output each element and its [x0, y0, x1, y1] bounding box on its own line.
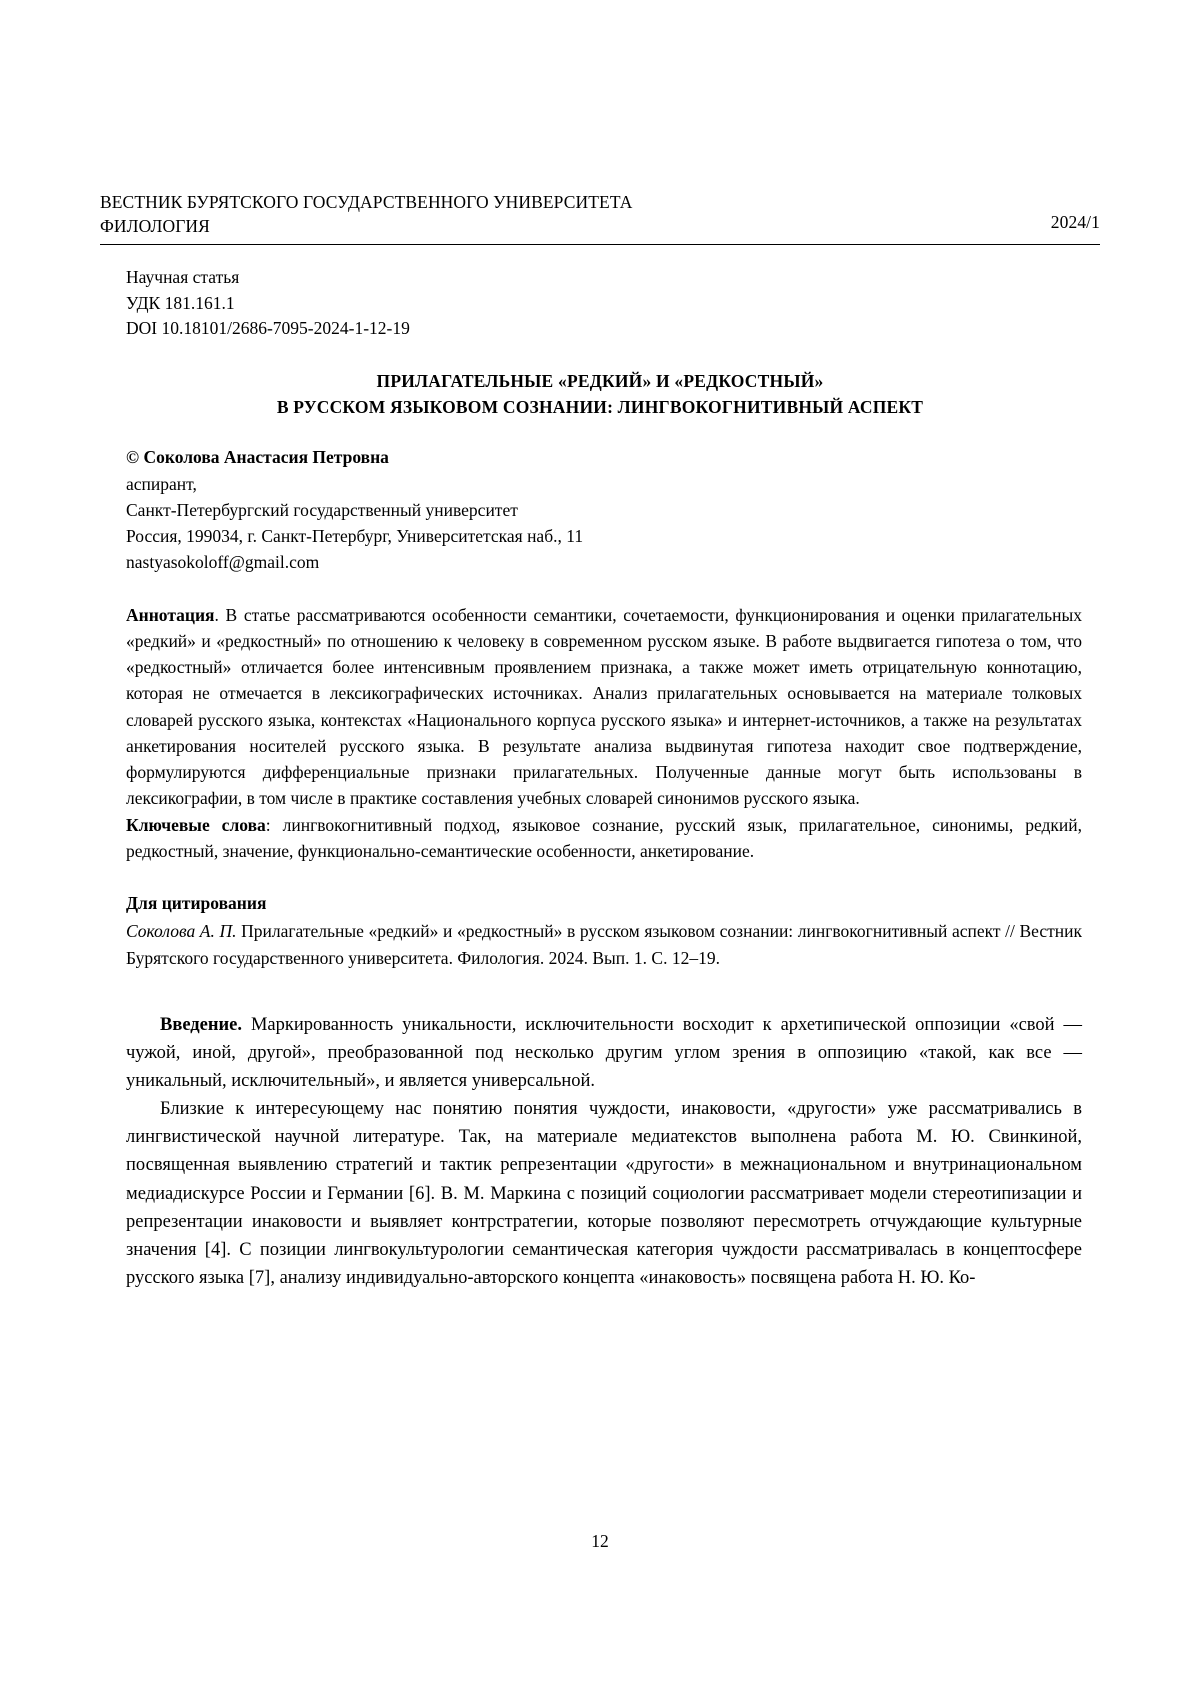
- page-number: 12: [591, 1531, 609, 1551]
- journal-title-line2: ФИЛОЛОГИЯ: [100, 216, 210, 237]
- article-body: [100, 1011, 1100, 1292]
- udk-code: УДК 181.161.1: [126, 292, 235, 313]
- body-paragraph-1-text: Маркированность уникальности, исключительности восходит к архетипической оппозиции «свой — чужой, иной, другой», преобразованной под несколько другим углом зрения в оппозицию «такой, как все — уникальный, исключительный», и является универсальной.: [126, 1014, 1082, 1092]
- title-line-2: В РУССКОМ ЯЗЫКОВОМ СОЗНАНИИ: ЛИНГВОКОГНИТИВНЫЙ АСПЕКТ: [276, 397, 924, 418]
- issue-number: 2024/1: [1050, 212, 1100, 232]
- journal-title-line1: ВЕСТНИК БУРЯТСКОГО ГОСУДАРСТВЕННОГО УНИВЕРСИТЕТА: [100, 192, 633, 212]
- running-head-journal: [100, 190, 632, 238]
- body-paragraph-1: [126, 1011, 1082, 1095]
- author-email: nastyasokoloff@gmail.com: [126, 552, 320, 573]
- keywords-paragraph: [126, 812, 1082, 865]
- title-line-1: ПРИЛАГАТЕЛЬНЫЕ «РЕДКИЙ» И «РЕДКОСТНЫЙ»: [376, 370, 824, 391]
- author-address: Россия, 199034, г. Санкт-Петербург, Университетская наб., 11: [126, 526, 584, 547]
- article-type: Научная статья: [126, 267, 240, 288]
- article-meta: [100, 265, 1100, 342]
- doi-code: DOI 10.18101/2686-7095-2024-1-12-19: [126, 318, 410, 339]
- author-degree: аспирант,: [126, 473, 197, 494]
- page-title: [100, 368, 1100, 421]
- author-affiliation: Санкт-Петербургский государственный университет: [126, 499, 518, 520]
- abstract-label: Аннотация: [126, 604, 215, 625]
- abstract-paragraph: [126, 602, 1082, 812]
- keywords-label: Ключевые слова: [126, 814, 266, 835]
- abstract-text: . В статье рассматриваются особенности семантики, сочетаемости, функционирования и оценки прилагательных «редкий» и «редкостный» по отношению к человеку в современном русском языке. В работе выдвигается гипотеза о том, что «редкостный» отличается более интенсивным проявлением признака, а также может иметь отрицательную коннотацию, которая не отмечается в лексикографических источниках. Анализ прилагательных основывается на материале толковых словарей русского языка, контекстах «Национального корпуса русского языка» и интернет-источников, а также на результатах анкетирования носителей русского языка. В результате анализа выдвинутая гипотеза находит свое подтверждение, формулируются дифференциальные признаки прилагательных. Полученные данные могут быть использованы в лексикографии, в том числе в практике составления учебных словарей синонимов русского языка.: [126, 604, 1082, 809]
- header-divider: [100, 244, 1100, 245]
- author-block: [100, 444, 1100, 575]
- intro-label: Введение.: [160, 1014, 243, 1035]
- author-name: © Соколова Анастасия Петровна: [126, 447, 389, 468]
- body-paragraph-2: Близкие к интересующему нас понятию понятия чуждости, инаковости, «другости» уже рассматривались в лингвистической научной литературе. Так, на материале медиатекстов выполнена работа М. Ю. Свинкиной, посвященная выявлению стратегий и тактик репрезентации «другости» в межнациональном и внутринациональном медиадискурсе России и Германии [6]. В. М. Маркина с позиций социологии рассматривает модели стереотипизации и репрезентации инаковости и выявляет контрстратегии, которые позволяют пересмотреть отчуждающие культурные значения [4]. С позиции лингвокультурологии семантическая категория чуждости рассматривалась в концептосфере русского языка [7], анализу индивидуально-авторского концепта «инаковость» посвящена работа Н. Ю. Ко-: [126, 1099, 1082, 1288]
- abstract-section: [100, 602, 1100, 865]
- running-head: [100, 190, 1100, 238]
- citation-section: [100, 890, 1100, 971]
- citation-body: [126, 918, 1082, 971]
- citation-heading: Для цитирования: [126, 893, 267, 914]
- citation-rest: Прилагательные «редкий» и «редкостный» в русском языковом сознании: лингвокогнитивный аспект // Вестник Бурятского государственного университета. Филология. 2024. Вып. 1. С. 12–19.: [126, 921, 1082, 968]
- citation-author: Соколова А. П.: [126, 921, 237, 942]
- keywords-text: : лингвокогнитивный подход, языковое сознание, русский язык, прилагательное, синонимы, редкий, редкостный, значение, функционально-семантические особенности, анкетирование.: [126, 814, 1082, 861]
